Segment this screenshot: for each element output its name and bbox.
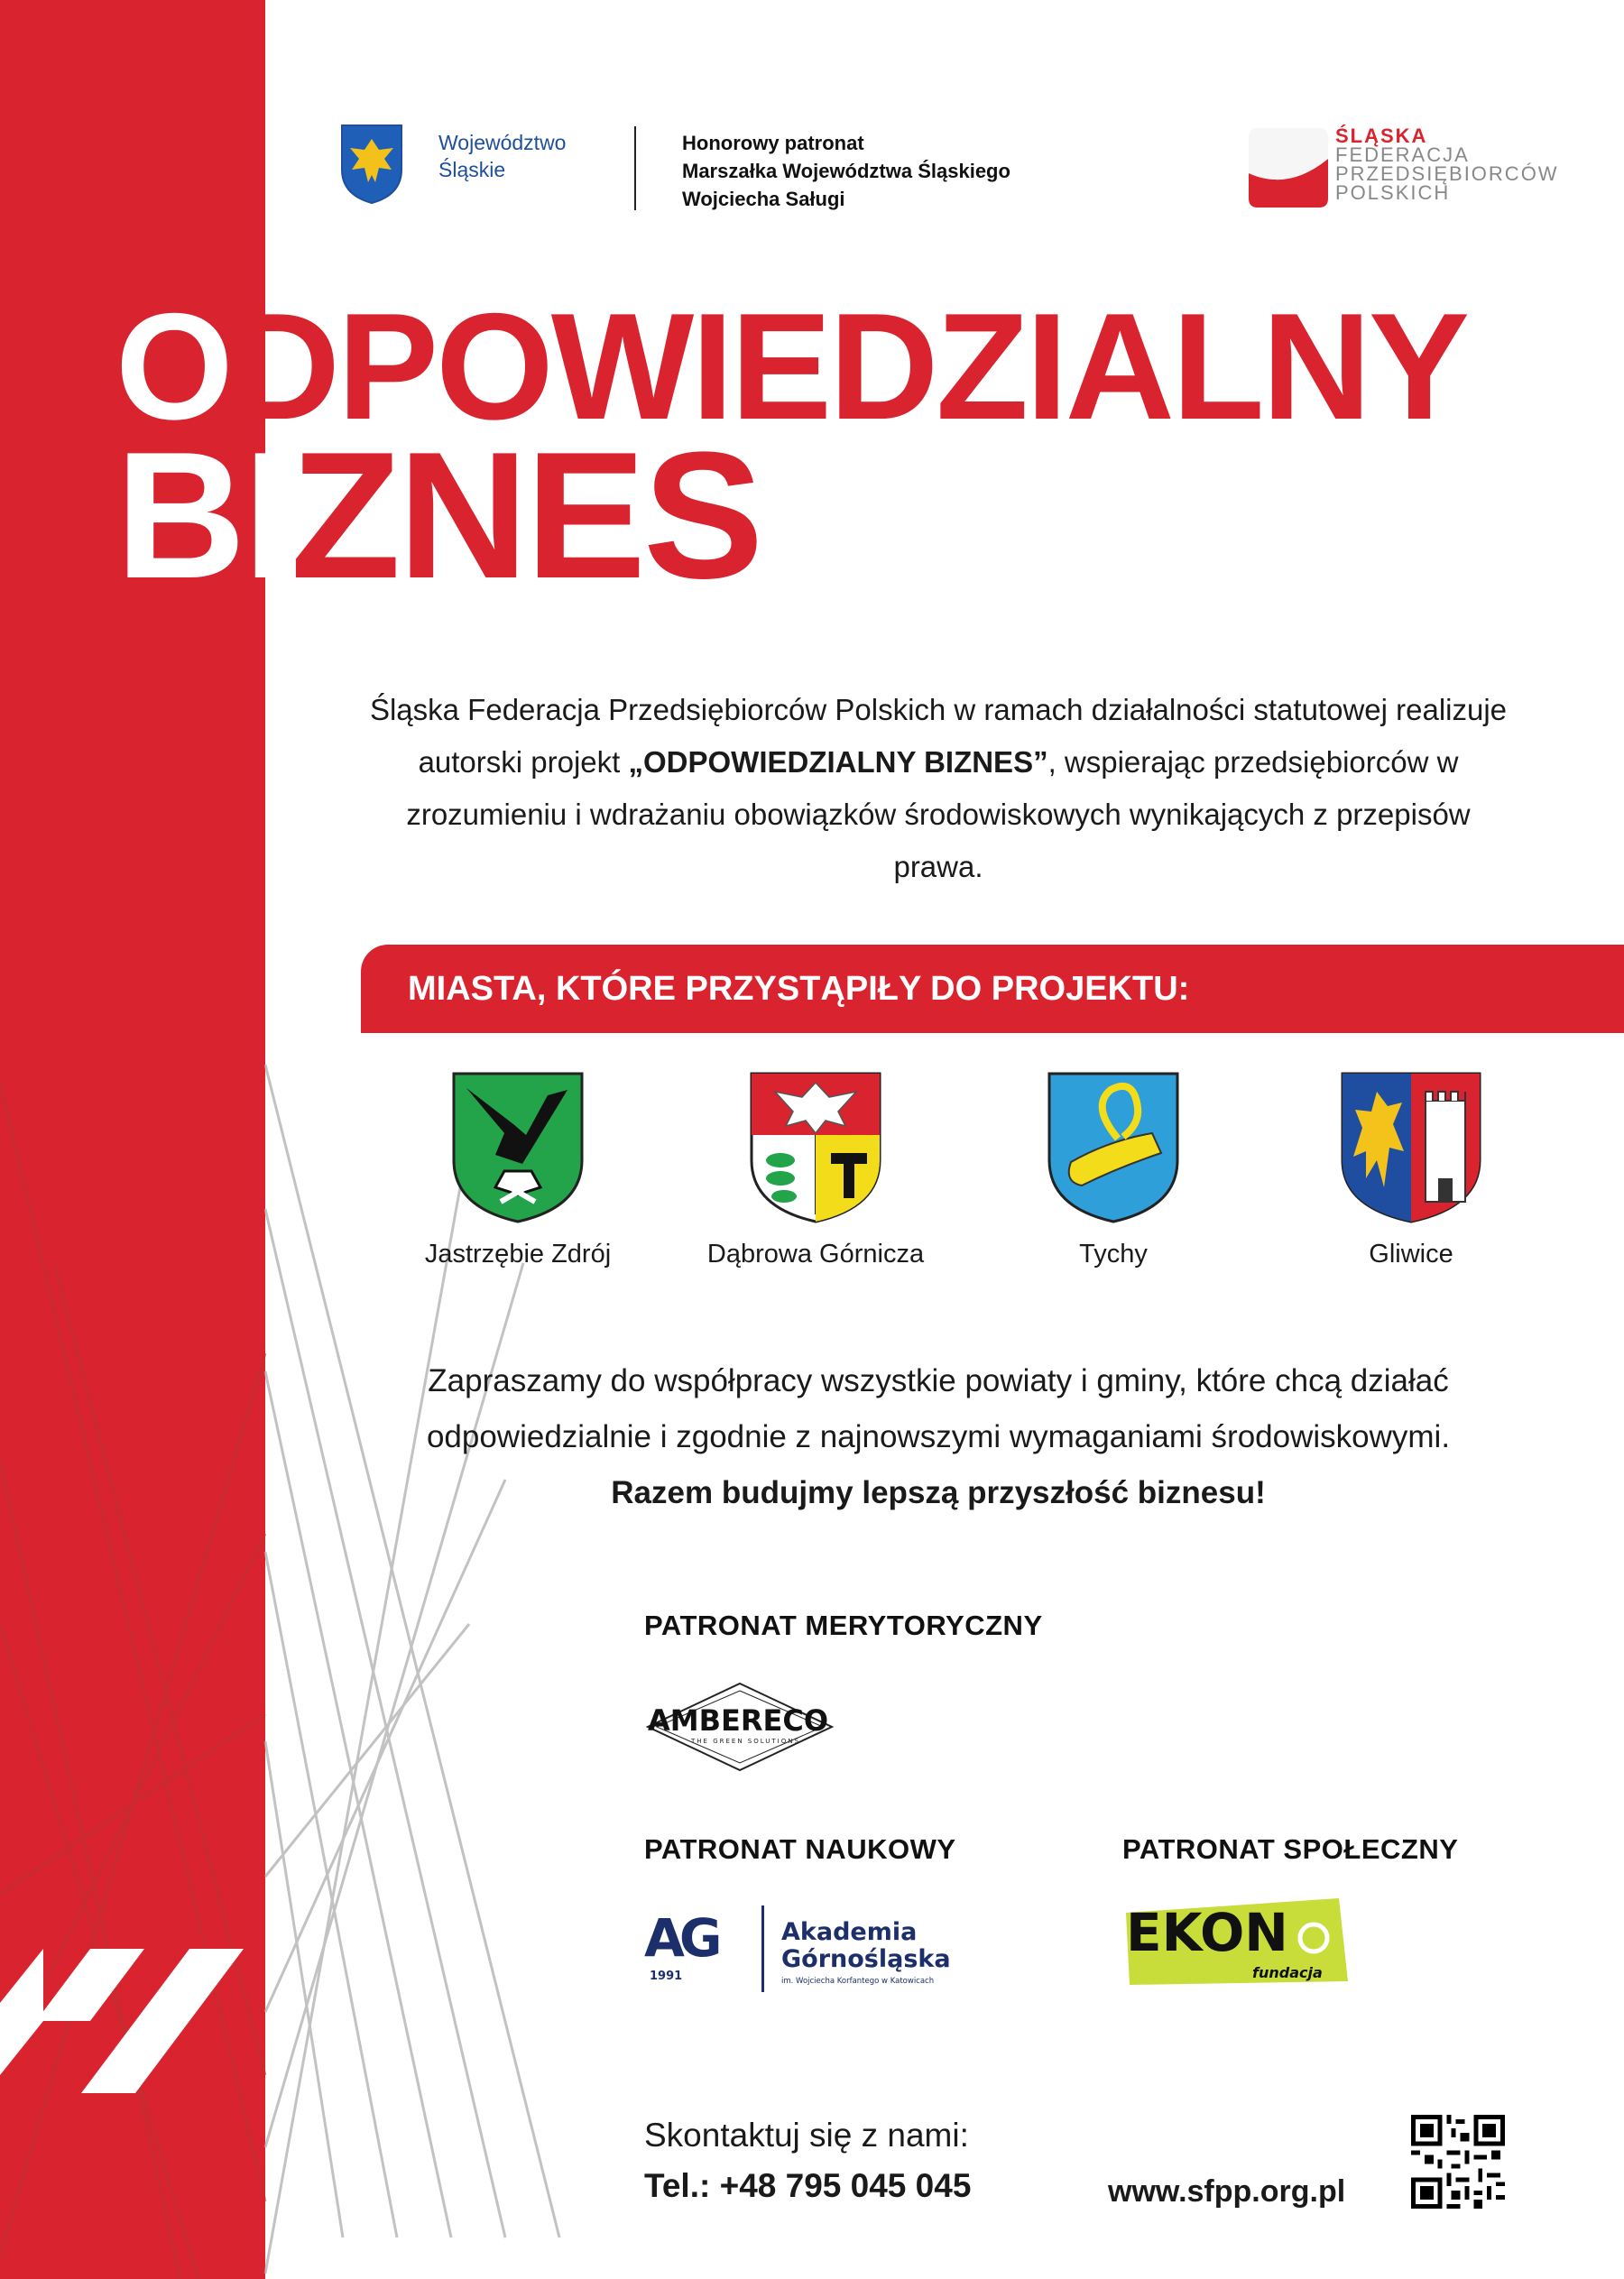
patronage-line-3: Wojciecha Saługi — [682, 188, 845, 210]
akademia-gornoslaska-logo — [644, 1900, 960, 1998]
merit-patronage-heading: PATRONAT MERYTORYCZNY — [644, 1610, 1043, 1641]
contact-label: Skontaktuj się z nami: — [644, 2117, 969, 2154]
honorary-patronage — [682, 129, 1010, 213]
akademia-name-1: Akademia — [781, 1918, 918, 1946]
title-word-rest: DPOWIEDZIALNY — [230, 281, 1467, 451]
cities-heading: MIASTA, KTÓRE PRZYSTĄPIŁY DO PROJEKTU: — [408, 970, 1190, 1008]
contact-phone[interactable]: Tel.: +48 795 045 045 — [644, 2167, 972, 2204]
social-patronage-heading: PATRONAT SPOŁECZNY — [1122, 1833, 1459, 1865]
voivodeship-logo-text: Województwo Śląskie — [438, 131, 567, 181]
title-word-start: BI — [115, 415, 291, 616]
city-gliwice — [1294, 1070, 1528, 1269]
ekon-sub: fundacja — [1252, 1964, 1323, 1981]
title-line-2 — [115, 415, 761, 616]
voivodeship-coat-of-arms-icon — [339, 123, 404, 206]
tychy-crest-icon — [1046, 1070, 1181, 1225]
patronage-line-2: Marszałka Województwa Śląskiego — [682, 160, 1010, 182]
federation-flag-icon — [1249, 128, 1328, 208]
ambereco-logo — [644, 1680, 835, 1774]
city-name: Jastrzębie Zdrój — [424, 1240, 612, 1269]
invitation-text: Zapraszamy do współpracy wszystkie powiaty i gminy, które chcą działać odpowiedzialnie i zgodnie z najnowszymi wymaganiami środowiskowymi. — [426, 1363, 1451, 1454]
federation-logo-line-3: PRZEDSIĘBIORCÓW — [1335, 162, 1559, 185]
federation-logo-line-1: ŚLĄSKA — [1335, 125, 1428, 147]
intro-text-2: , wspierając przedsiębiorców w zrozumieniu i wdrażaniu obowiązków środowiskowych wynikających z przepisów prawa. — [406, 745, 1471, 883]
invitation-bold-line: Razem budujmy lepszą przyszłość biznesu! — [611, 1475, 1266, 1510]
qr-code-icon[interactable] — [1411, 2115, 1505, 2209]
city-dabrowa-gornicza — [698, 1070, 933, 1269]
intro-paragraph — [361, 684, 1516, 893]
invitation-paragraph — [325, 1353, 1552, 1521]
ekon-foundation-logo — [1126, 1895, 1348, 1985]
scientific-patronage-heading: PATRONAT NAUKOWY — [644, 1833, 956, 1865]
ekon-text: EKON — [1126, 1902, 1288, 1963]
dabrowa-crest-icon — [748, 1070, 883, 1225]
title-word-end: ZNES — [291, 415, 761, 616]
ambereco-sub: THE GREEN SOLUTIONS — [691, 1738, 800, 1745]
federation-logo-line-4: POLSKICH — [1335, 181, 1451, 204]
gliwice-crest-icon — [1339, 1070, 1483, 1225]
header-divider — [634, 126, 636, 210]
jastrzebie-crest-icon — [450, 1070, 586, 1225]
city-name: Tychy — [1079, 1240, 1148, 1269]
city-tychy — [996, 1070, 1231, 1269]
city-name: Dąbrowa Górnicza — [706, 1240, 925, 1269]
ambereco-text: AMBERECO — [648, 1703, 829, 1738]
website-link[interactable]: www.sfpp.org.pl — [1108, 2174, 1346, 2209]
patronage-line-1: Honorowy patronat — [682, 132, 864, 154]
akademia-year: 1991 — [650, 1970, 683, 1983]
intro-highlight: „ODPOWIEDZIALNY BIZNES” — [628, 745, 1048, 779]
federation-logo-line-2: FEDERACJA — [1335, 143, 1470, 166]
title-letter-o: O — [115, 281, 231, 451]
intro-text-1: Śląska Federacja Przedsiębiorców Polskich w ramach działalności statutowej realizuje autorski projekt — [369, 693, 1508, 779]
akademia-sub: im. Wojciecha Korfantego w Katowicach — [781, 1977, 935, 1986]
cities-heading-bar — [361, 945, 1624, 1033]
federation-logo-text — [1335, 126, 1559, 202]
svg-text:AG: AG — [644, 1907, 717, 1969]
akademia-name-2: Górnośląska — [781, 1945, 951, 1973]
city-jastrzebie-zdroj — [401, 1070, 635, 1269]
city-name: Gliwice — [1369, 1240, 1453, 1269]
